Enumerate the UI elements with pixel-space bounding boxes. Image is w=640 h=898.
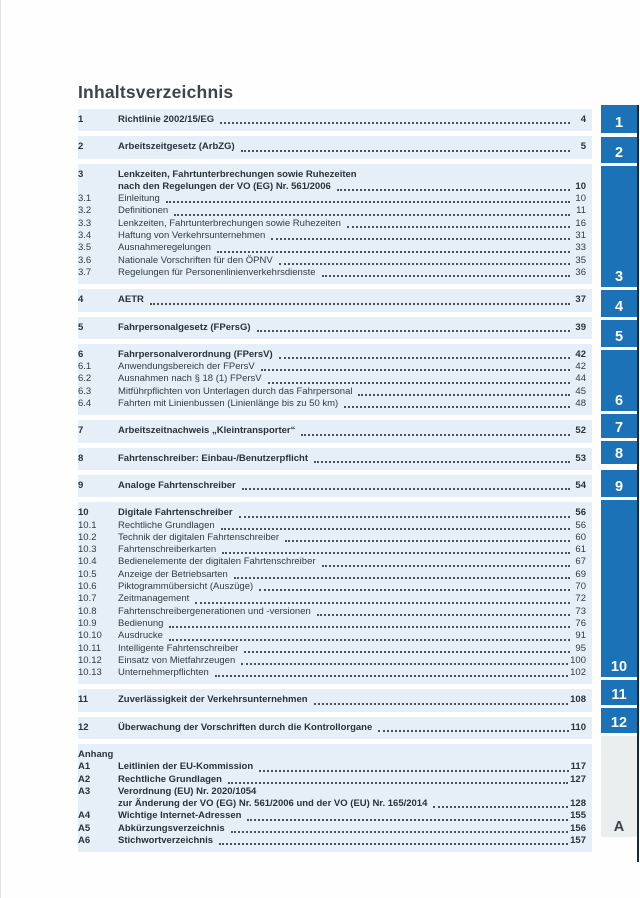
- entry-title: Leitlinien der EU-Kommission: [118, 761, 254, 773]
- toc-band: [78, 164, 592, 285]
- page-title: Inhaltsverzeichnis: [78, 82, 234, 102]
- toc-entry: [78, 267, 586, 279]
- entry-title: Intelligente Fahrtenschreiber: [118, 642, 239, 654]
- entry-number: 3.4: [78, 230, 92, 242]
- dot-leader: [241, 150, 570, 152]
- dot-leader: [279, 357, 570, 359]
- entry-page: 45: [575, 385, 586, 397]
- dot-leader: [195, 602, 570, 604]
- dot-leader: [301, 434, 570, 436]
- dot-leader: [169, 639, 570, 641]
- dot-leader: [166, 201, 570, 203]
- entry-number: 10.3: [78, 544, 97, 556]
- entry-number: 10: [78, 507, 89, 519]
- entry-page: 4: [580, 114, 586, 125]
- entry-page: 56: [575, 507, 586, 519]
- tab-label: 4: [614, 299, 624, 315]
- dot-leader: [220, 122, 570, 124]
- entry-title: Unternehmerpflichten: [118, 667, 209, 679]
- entry-title: Zeitmanagement: [118, 593, 190, 605]
- entry-page: 42: [575, 348, 586, 360]
- dot-leader: [317, 614, 570, 616]
- toc-band: [78, 289, 592, 311]
- toc-entry: [78, 667, 586, 679]
- dot-leader: [150, 303, 570, 305]
- entry-number: 3.2: [78, 205, 92, 217]
- entry-page: 72: [575, 593, 586, 605]
- toc-entry: [78, 398, 586, 410]
- toc-entry: [78, 255, 586, 267]
- entry-title: nach den Regelungen der VO (EG) Nr. 561/2006: [118, 180, 331, 192]
- entry-page: 35: [575, 254, 586, 266]
- entry-number: A2: [78, 773, 91, 785]
- entry-page: 95: [575, 642, 586, 654]
- entry-number: 8: [78, 452, 84, 464]
- tab-chapter-1: [601, 105, 637, 133]
- entry-page: 108: [570, 694, 586, 706]
- entry-title: Fahrten mit Linienbussen (Linienlänge bis zu 50 km): [118, 398, 339, 410]
- toc-entry: [78, 322, 586, 334]
- toc-band: [78, 717, 592, 739]
- entry-title: Rechtliche Grundlagen: [118, 519, 215, 531]
- entry-title: Arbeitszeitnachweis „Kleintransporter“: [118, 425, 296, 437]
- tab-label: 11: [611, 687, 627, 703]
- toc-band: [78, 317, 592, 339]
- dot-leader: [314, 461, 570, 463]
- toc-entry: [78, 606, 586, 618]
- dot-leader: [261, 369, 570, 371]
- dot-leader: [322, 275, 570, 277]
- entry-title: Lenkzeiten, Fahrtunterbrechungen sowie Ruhezeiten: [118, 168, 357, 180]
- tab-chapter-12: [601, 708, 637, 733]
- entry-title: Digitale Fahrtenschreiber: [118, 507, 233, 519]
- entry-number: 10.13: [78, 667, 102, 679]
- toc-band: [78, 448, 592, 470]
- entry-number: 3: [78, 168, 84, 180]
- toc-entry: [78, 218, 586, 230]
- entry-page: 128: [570, 798, 586, 810]
- toc-entry: [78, 181, 586, 193]
- toc-band: [78, 475, 592, 497]
- dot-leader: [259, 770, 569, 772]
- entry-number: 5: [78, 321, 84, 333]
- toc-entry: [78, 205, 586, 217]
- entry-title: Zuverlässigkeit der Verkehrsunternehmen: [118, 694, 308, 706]
- dot-leader: [259, 589, 570, 591]
- entry-page: 37: [575, 294, 586, 306]
- tab-label: 7: [614, 420, 624, 436]
- toc-entry: [78, 544, 586, 556]
- toc-band: [78, 344, 592, 415]
- toc-entry: [78, 230, 586, 242]
- toc-entry: [78, 722, 586, 734]
- toc-entry: [78, 520, 586, 532]
- entry-title: Richtlinie 2002/15/EG: [118, 114, 215, 125]
- toc-entry: [78, 242, 586, 254]
- toc-entry: [78, 823, 586, 835]
- toc-entry: [78, 655, 586, 667]
- toc-entry: [78, 630, 586, 642]
- entry-number: 10.7: [78, 593, 97, 605]
- toc-entry: [78, 810, 586, 822]
- entry-page: 70: [575, 581, 586, 593]
- toc-entry: [78, 480, 586, 492]
- tab-chapter-3: [601, 166, 637, 287]
- entry-title: Abkürzungsverzeichnis: [118, 822, 225, 834]
- entry-number: 12: [78, 721, 89, 733]
- dot-leader: [271, 238, 570, 240]
- entry-title: Haftung von Verkehrsunternehmen: [118, 230, 266, 242]
- entry-title: Einsatz von Mietfahrzeugen: [118, 654, 236, 666]
- entry-page: 60: [575, 531, 586, 543]
- entry-page: 127: [570, 773, 586, 785]
- thumb-index-tabs: [601, 0, 637, 898]
- tab-label: 2: [614, 145, 624, 161]
- entry-number: 3.6: [78, 254, 92, 266]
- entry-page: 44: [575, 373, 586, 385]
- entry-title: Fahrpersonalgesetz (FPersG): [118, 321, 251, 333]
- toc-entry: [78, 169, 586, 181]
- dot-leader: [257, 330, 570, 332]
- dot-leader: [347, 226, 570, 228]
- tab-label: 12: [610, 715, 628, 731]
- entry-title: Überwachung der Vorschriften durch die Kontrollorgane: [118, 721, 373, 733]
- entry-number: 10.2: [78, 531, 97, 543]
- dot-leader: [358, 394, 570, 396]
- entry-number: A4: [78, 810, 91, 822]
- toc-entry: [78, 593, 586, 605]
- toc-entry: [78, 774, 586, 786]
- dot-leader: [268, 382, 570, 384]
- toc-entry: [78, 749, 586, 761]
- entry-number: 6.3: [78, 385, 92, 397]
- toc-band: [78, 136, 592, 158]
- entry-page: 10: [575, 180, 586, 192]
- entry-number: 3.5: [78, 242, 92, 254]
- toc-entry: [78, 569, 586, 581]
- toc-entry: [78, 835, 586, 847]
- entry-page: 156: [570, 822, 586, 834]
- scan-edge-left: [0, 0, 1, 898]
- tab-chapter-10: [601, 500, 637, 677]
- entry-title: zur Änderung der VO (EG) Nr. 561/2006 und der VO (EU) Nr. 165/2014: [118, 798, 428, 810]
- entry-page: 16: [575, 217, 586, 229]
- entry-page: 102: [570, 667, 586, 679]
- entry-page: 76: [575, 617, 586, 629]
- entry-title: Fahrtenschreibergenerationen und -versionen: [118, 605, 311, 617]
- entry-number: 3.7: [78, 266, 92, 278]
- entry-page: 67: [575, 556, 586, 568]
- entry-title: Ausnahmeregelungen: [118, 242, 211, 254]
- dot-leader: [285, 540, 570, 542]
- entry-title: Piktogrammübersicht (Auszüge): [118, 581, 254, 593]
- tab-chapter-7: [601, 414, 637, 438]
- tab-chapter-9: [601, 470, 637, 497]
- tab-chapter-8: [601, 441, 637, 464]
- tab-label: 3: [614, 269, 624, 285]
- toc-entry: [78, 294, 586, 306]
- toc-entry: [78, 349, 586, 361]
- entry-number: 7: [78, 425, 84, 437]
- toc-entry: [78, 556, 586, 568]
- tab-label: 6: [614, 393, 624, 409]
- tab-chapter-2: [601, 137, 637, 163]
- entry-title: Arbeitszeitgesetz (ArbZG): [118, 141, 235, 153]
- toc-entry: [78, 798, 586, 810]
- toc-entry: [78, 786, 586, 798]
- toc-band: [78, 744, 592, 852]
- entry-page: 10: [575, 193, 586, 205]
- toc-entry: [78, 141, 586, 153]
- entry-page: 5: [580, 141, 586, 153]
- entry-number: 3.3: [78, 217, 92, 229]
- entry-number: 10.12: [78, 654, 102, 666]
- entry-title: Wichtige Internet-Adressen: [118, 810, 242, 822]
- entry-page: 110: [570, 721, 586, 733]
- entry-number: 10.10: [78, 630, 102, 642]
- dot-leader: [244, 651, 570, 653]
- entry-page: 155: [570, 810, 586, 822]
- dot-leader: [433, 806, 568, 808]
- entry-page: 36: [575, 266, 586, 278]
- tab-label: 8: [614, 446, 624, 462]
- tab-label: 5: [614, 329, 624, 345]
- entry-number: A3: [78, 785, 91, 797]
- entry-title: Bedienelemente der digitalen Fahrtenschreiber: [118, 556, 316, 568]
- entry-number: 10.1: [78, 519, 97, 531]
- entry-number: 10.11: [78, 642, 102, 654]
- toc-entry: [78, 361, 586, 373]
- toc-entry: [78, 761, 586, 773]
- entry-page: 157: [570, 835, 586, 847]
- tab-label: A: [613, 819, 625, 835]
- toc-entry: [78, 532, 586, 544]
- entry-number: 10.6: [78, 581, 97, 593]
- entry-title: Regelungen für Personenlinienverkehrsdienste: [118, 266, 316, 278]
- entry-page: 56: [575, 519, 586, 531]
- dot-leader: [242, 488, 570, 490]
- entry-number: 1: [78, 114, 84, 125]
- entry-number: 11: [78, 694, 89, 706]
- tab-chapter-6: [601, 350, 637, 411]
- entry-title: Mitführpflichten von Unterlagen durch das Fahrpersonal: [118, 385, 353, 397]
- entry-page: 53: [575, 452, 586, 464]
- tab-chapter-11: [601, 680, 637, 705]
- dot-leader: [314, 703, 569, 705]
- entry-number: 2: [78, 141, 84, 153]
- entry-number: 6.2: [78, 373, 92, 385]
- dot-leader: [217, 251, 570, 253]
- dot-leader: [169, 626, 570, 628]
- toc-entry: [78, 453, 586, 465]
- toc-entry: [78, 694, 586, 706]
- dot-leader: [234, 577, 570, 579]
- entry-number: A5: [78, 822, 91, 834]
- entry-title: Fahrpersonalverordnung (FPersV): [118, 348, 273, 360]
- dot-leader: [228, 782, 568, 784]
- entry-title: Fahrtenschreiberkarten: [118, 544, 217, 556]
- dot-leader: [219, 843, 568, 845]
- entry-page: 61: [575, 544, 586, 556]
- dot-leader: [322, 565, 570, 567]
- entry-title: Rechtliche Grundlagen: [118, 773, 222, 785]
- entry-number: 3.1: [78, 193, 92, 205]
- entry-title: Verordnung (EU) Nr. 2020/1054: [118, 785, 257, 797]
- dot-leader: [231, 831, 569, 833]
- toc-band: [78, 420, 592, 442]
- tab-label: 9: [614, 479, 624, 495]
- entry-title: AETR: [118, 294, 144, 306]
- toc-entry: [78, 507, 586, 519]
- entry-number: A6: [78, 835, 91, 847]
- entry-title: Stichwortverzeichnis: [118, 835, 214, 847]
- entry-page: 73: [575, 605, 586, 617]
- dot-leader: [239, 516, 570, 518]
- entry-page: 100: [570, 654, 586, 666]
- entry-page: 11: [576, 205, 586, 217]
- entry-title: Anwendungsbereich der FPersV: [118, 361, 255, 373]
- toc-band: [78, 689, 592, 711]
- entry-title: Technik der digitalen Fahrtenschreiber: [118, 531, 280, 543]
- dot-leader: [215, 675, 568, 677]
- entry-page: 39: [575, 321, 586, 333]
- dot-leader: [378, 730, 568, 732]
- entry-number: 10.9: [78, 617, 97, 629]
- entry-page: 33: [575, 242, 586, 254]
- entry-number: Anhang: [78, 748, 114, 760]
- dot-leader: [222, 552, 570, 554]
- entry-page: 117: [570, 761, 586, 773]
- entry-number: 6.4: [78, 398, 92, 410]
- toc-band: [78, 502, 592, 684]
- tab-label: 10: [610, 659, 628, 675]
- entry-number: A1: [78, 761, 91, 773]
- entry-title: Bedienung: [118, 617, 164, 629]
- entry-page: 31: [575, 230, 586, 242]
- tab-chapter-4: [601, 290, 637, 317]
- entry-title: Einleitung: [118, 193, 160, 205]
- toc-entry: [78, 581, 586, 593]
- toc-entry: [78, 618, 586, 630]
- entry-page: 42: [575, 361, 586, 373]
- dot-leader: [174, 214, 570, 216]
- entry-number: 10.8: [78, 605, 97, 617]
- entry-number: 9: [78, 479, 84, 491]
- entry-number: 6: [78, 348, 84, 360]
- entry-page: 48: [575, 398, 586, 410]
- entry-title: Ausdrucke: [118, 630, 163, 642]
- toc-entry: [78, 425, 586, 437]
- toc-entry: [78, 114, 586, 126]
- entry-title: Fahrtenschreiber: Einbau-/Benutzerpflicht: [118, 452, 309, 464]
- entry-title: Anzeige der Betriebsarten: [118, 568, 228, 580]
- toc-entry: [78, 373, 586, 385]
- tab-annex-a: [601, 736, 637, 837]
- entry-number: 10.5: [78, 568, 97, 580]
- dot-leader: [241, 663, 568, 665]
- entry-page: 52: [575, 425, 586, 437]
- entry-page: 69: [575, 568, 586, 580]
- tab-label: 1: [614, 115, 624, 131]
- dot-leader: [247, 819, 568, 821]
- tab-chapter-5: [601, 320, 637, 347]
- dot-leader: [279, 263, 570, 265]
- entry-title: Definitionen: [118, 205, 169, 217]
- toc-bands: [78, 109, 592, 857]
- toc-entry: [78, 193, 586, 205]
- entry-number: 10.4: [78, 556, 97, 568]
- dot-leader: [221, 528, 570, 530]
- entry-title: Nationale Vorschriften für den ÖPNV: [118, 254, 273, 266]
- page-edge-line: [637, 105, 639, 862]
- dot-leader: [337, 189, 570, 191]
- dot-leader: [344, 406, 570, 408]
- entry-page: 54: [575, 479, 586, 491]
- toc-band: [78, 109, 592, 131]
- toc-entry: [78, 643, 586, 655]
- entry-title: Analoge Fahrtenschreiber: [118, 479, 236, 491]
- toc-entry: [78, 386, 586, 398]
- entry-page: 91: [575, 630, 586, 642]
- entry-number: 6.1: [78, 361, 92, 373]
- entry-title: Ausnahmen nach § 18 (1) FPersV: [118, 373, 262, 385]
- entry-title: Lenkzeiten, Fahrtunterbrechungen sowie Ruhezeiten: [118, 217, 341, 229]
- entry-number: 4: [78, 294, 84, 306]
